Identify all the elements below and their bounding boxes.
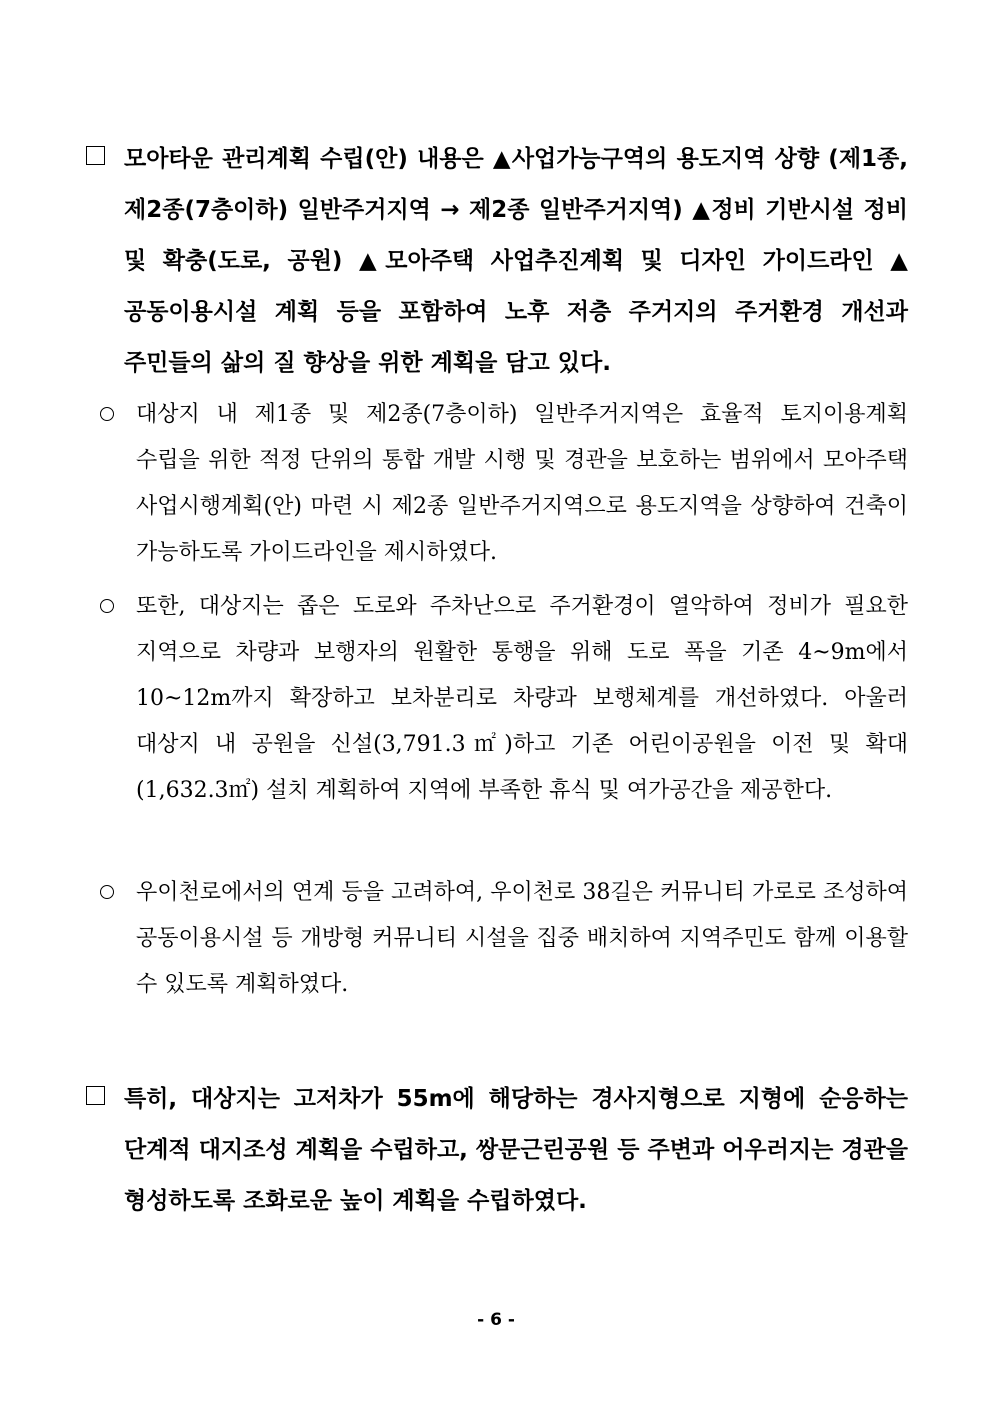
sub-paragraph-zoning <box>100 392 908 576</box>
main-paragraph-terrain <box>86 1074 908 1227</box>
square-bullet-icon <box>86 1086 105 1105</box>
main-paragraph-moa-town-plan <box>86 134 908 389</box>
sub-paragraph-roads-parks <box>100 584 908 814</box>
circle-bullet-icon <box>100 599 114 613</box>
paragraph-text: 우이천로에서의 연계 등을 고려하여, 우이천로 38길은 커뮤니티 가로로 조성하여 공동이용시설 등 개방형 커뮤니티 시설을 집중 배치하여 지역주민도 함께 이용할 수 있도록 계획하였다. <box>136 880 908 997</box>
page-number: - 6 - <box>477 1310 515 1330</box>
circle-bullet-icon <box>100 885 114 899</box>
circle-bullet-icon <box>100 407 114 421</box>
paragraph-text: 또한, 대상지는 좁은 도로와 주차난으로 주거환경이 열악하여 정비가 필요한 지역으로 차량과 보행자의 원활한 통행을 위해 도로 폭을 기존 4~9m에서 10~12m까지 확장하고 보차분리로 차량과 보행체계를 개선하였다. 아울러 대상지 내 공원을 신설(3,791.3㎡)하고 기존 어린이공원을 이전 및 확대(1,632.3㎡) 설치 계획하여 지역에 부족한 휴식 및 여가공간을 제공한다. <box>136 594 908 803</box>
sub-paragraph-community-street <box>100 870 908 1008</box>
paragraph-text: 모아타운 관리계획 수립(안) 내용은 ▲사업가능구역의 용도지역 상향 (제1종, 제2종(7층이하) 일반주거지역 → 제2종 일반주거지역) ▲정비 기반시설 정비 및 확충(도로, 공원) ▲모아주택 사업추진계획 및 디자인 가이드라인 ▲공동이용시설 계획 등을 포함하여 노후 저층 주거지의 주거환경 개선과 주민들의 삶의 질 향상을 위한 계획을 담고 있다. <box>124 146 908 376</box>
paragraph-text: 대상지 내 제1종 및 제2종(7층이하) 일반주거지역은 효율적 토지이용계획 수립을 위한 적정 단위의 통합 개발 시행 및 경관을 보호하는 범위에서 모아주택 사업시행계획(안) 마련 시 제2종 일반주거지역으로 용도지역을 상향하여 건축이 가능하도록 가이드라인을 제시하였다. <box>136 402 908 565</box>
square-bullet-icon <box>86 146 105 165</box>
paragraph-text: 특히, 대상지는 고저차가 55m에 해당하는 경사지형으로 지형에 순응하는 단계적 대지조성 계획을 수립하고, 쌍문근린공원 등 주변과 어우러지는 경관을 형성하도록 조화로운 높이 계획을 수립하였다. <box>124 1086 908 1214</box>
